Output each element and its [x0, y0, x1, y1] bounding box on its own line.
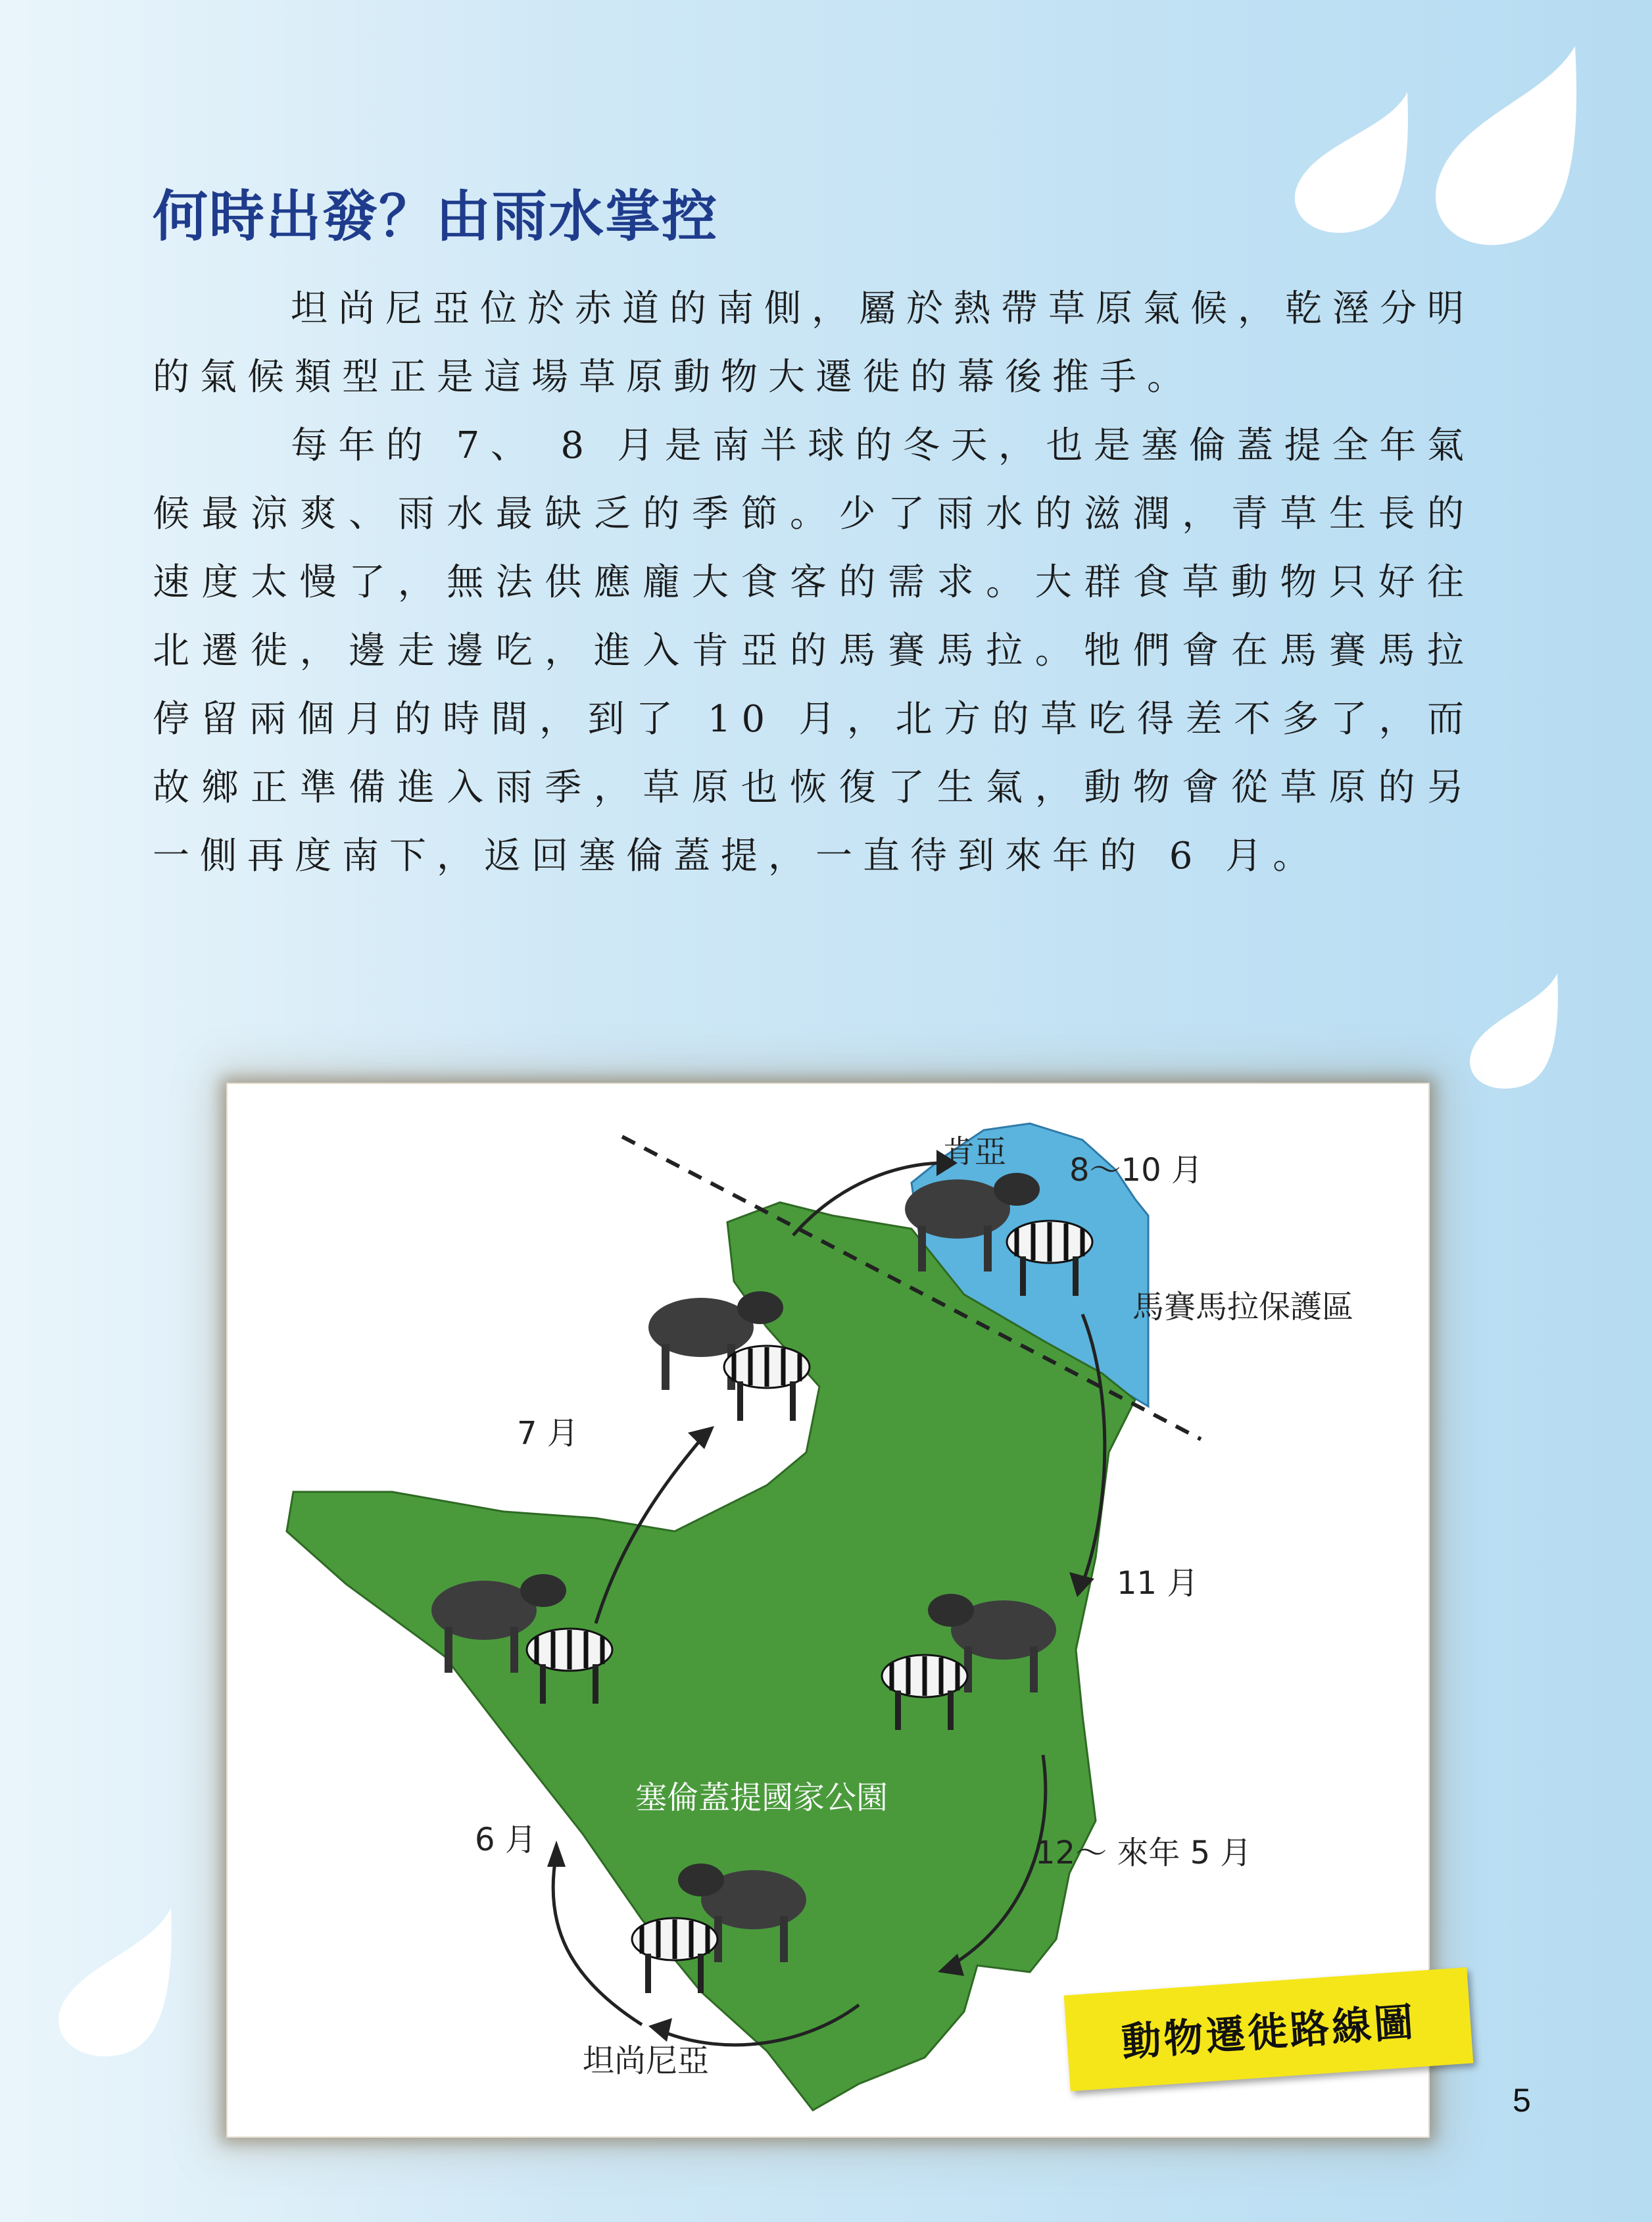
label-masai-mara: 馬賽馬拉保護區 — [1132, 1289, 1354, 1325]
label-tanzania: 坦尚尼亞 — [583, 2042, 710, 2079]
page-number: 5 — [1513, 2082, 1531, 2119]
arrowhead-icon — [547, 1840, 566, 1867]
paragraph: 坦尚尼亞位於赤道的南側，屬於熱帶草原氣候，乾溼分明的氣候類型正是這場草原動物大遷徙的幕後推手。 — [153, 287, 1474, 399]
migration-map — [228, 1084, 1428, 2136]
label-june: 6 月 — [475, 1821, 537, 1858]
water-drop-icon — [1289, 92, 1421, 237]
article-body — [153, 275, 1474, 891]
label-serengeti: 塞倫蓋提國家公園 — [635, 1779, 888, 1816]
paragraph: 每年的 7、 8 月是南半球的冬天，也是塞倫蓋提全年氣候最涼爽、雨水最缺乏的季節。少了雨水的滋潤，青草生長的速度太慢了，無法供應龐大食客的需求。大群食草動物只好往北遷徙，邊走邊吃，進入肯亞的馬賽馬拉。牠們會在馬賽馬拉停留兩個月的時間，到了 10 月，北方的草吃得差不多了，而故鄉正準備進入雨季，草原也恢復了生氣，動物會從草原的另一側再度南下，返回塞倫蓋提，一直待到來年的 6 月。 — [153, 424, 1474, 877]
label-dec-may: 12～ 來年 5 月 — [1035, 1835, 1252, 1871]
label-november: 11 月 — [1117, 1565, 1199, 1602]
water-drop-icon — [1427, 46, 1585, 250]
label-period-kenya: 8～10 月 — [1069, 1152, 1203, 1189]
label-kenya: 肯亞 — [943, 1133, 1007, 1170]
map-caption: 動物遷徙路線圖 — [1120, 1999, 1418, 2066]
arrowhead-icon — [688, 1426, 714, 1449]
label-july: 7 月 — [517, 1415, 579, 1452]
water-drop-icon — [53, 1908, 178, 2059]
page-title: 何時出發？由雨水掌控 — [153, 184, 719, 249]
zebra-icon — [724, 1346, 810, 1421]
water-drop-icon — [1465, 974, 1564, 1092]
